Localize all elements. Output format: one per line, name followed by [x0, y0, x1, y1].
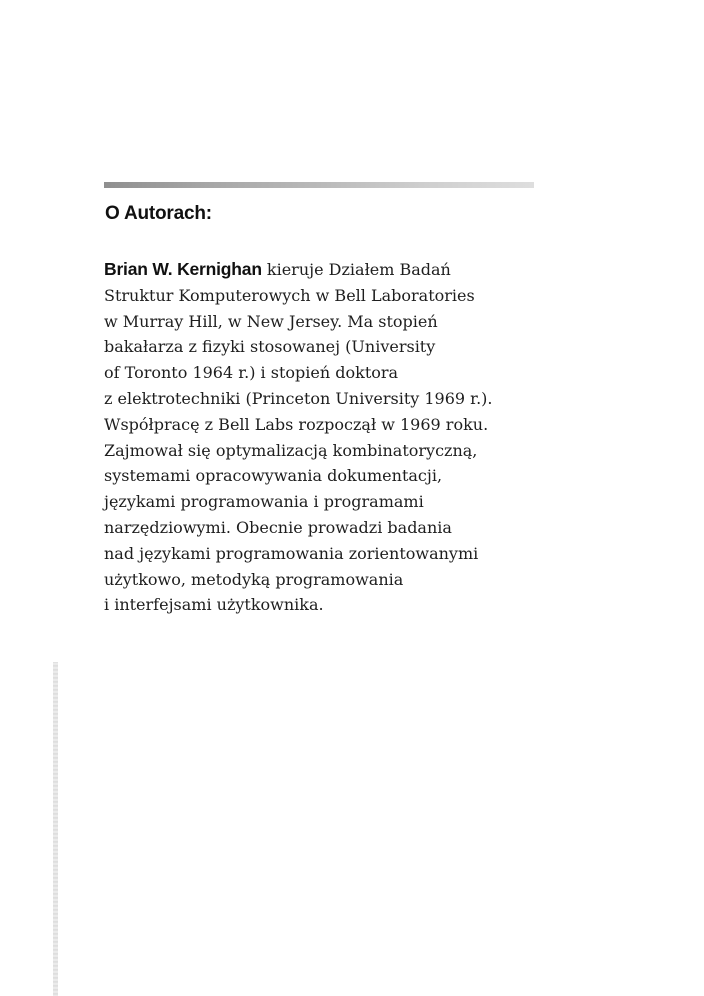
bio-line: systemami opracowywania dokumentacji, [104, 466, 443, 486]
bio-line: w Murray Hill, w New Jersey. Ma stopień [104, 311, 438, 331]
bio-line: Struktur Komputerowych w Bell Laboratories [104, 285, 475, 305]
bio-line: językami programowania i programami [104, 492, 424, 512]
author-name: Brian W. Kernighan [104, 259, 262, 279]
bio-line: narzędziowymi. Obecnie prowadzi badania [104, 517, 452, 537]
bio-line: Współpracę z Bell Labs rozpoczął w 1969 roku. [104, 414, 489, 434]
bio-line: of Toronto 1964 r.) i stopień doktora [104, 363, 399, 383]
bio-line: bakałarza z fizyki stosowanej (University [104, 337, 436, 357]
section-divider [104, 182, 534, 188]
bio-line: Zajmował się optymalizacją kombinatoryczną, [104, 440, 478, 460]
bio-line: i interfejsami użytkownika. [104, 595, 324, 615]
bio-line: z elektrotechniki (Princeton University 1969 r.). [104, 388, 493, 408]
page-edge-shadow [53, 662, 58, 996]
bio-first-line-text: kieruje Działem Badań [261, 260, 451, 279]
section-heading: O Autorach: [105, 203, 212, 224]
bio-line: użytkowo, metodyką programowania [104, 569, 404, 589]
author-bio [104, 257, 534, 618]
bio-first-line [104, 257, 534, 283]
bio-line: nad językami programowania zorientowanymi [104, 543, 479, 563]
